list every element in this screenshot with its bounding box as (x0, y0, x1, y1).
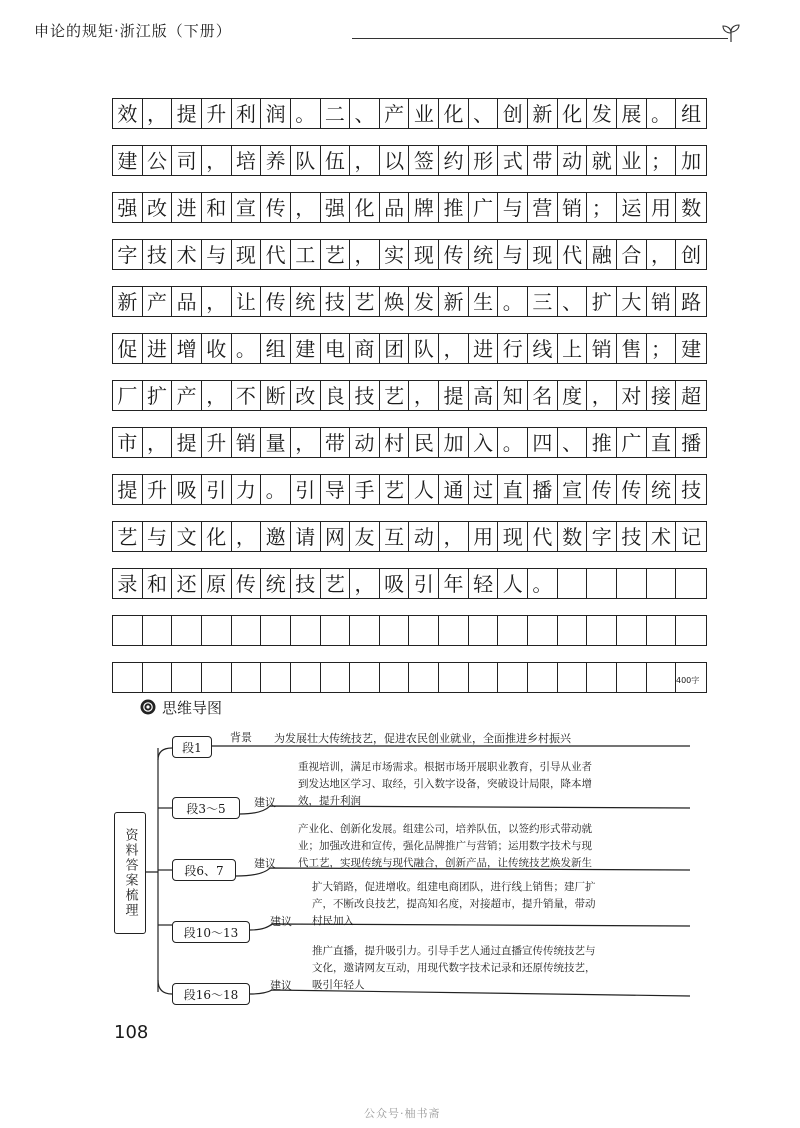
grid-cell: 吸 (380, 569, 410, 598)
grid-cell: 传 (232, 569, 262, 598)
grid-cell: 现 (498, 522, 528, 551)
grid-cell: 良 (321, 381, 351, 410)
grid-cell: 售 (617, 334, 647, 363)
grid-cell: 人 (498, 569, 528, 598)
grid-cell: ， (409, 381, 439, 410)
grid-cell: 大 (617, 287, 647, 316)
grid-cell: 动 (558, 146, 588, 175)
grid-cell: 统 (291, 287, 321, 316)
grid-cell: 润 (261, 99, 291, 128)
grid-cell: 公 (143, 146, 173, 175)
grid-cell: 电 (321, 334, 351, 363)
grid-cell: 记 (681, 524, 702, 549)
grid-cell: 。 (291, 99, 321, 128)
grid-cell: 接 (647, 381, 677, 410)
branch-text-4: 扩大销路，促进增收。组建电商团队，进行线上销售；建厂扩 产，不断改良技艺，提高知名度，对接超市，提升销量，带动 村民加入 (312, 881, 596, 927)
grid-cell: ； (647, 334, 677, 363)
grid-cell: 约 (439, 146, 469, 175)
grid-cell: 民 (409, 428, 439, 457)
grid-cell: 效 (113, 99, 143, 128)
grid-cell: 不 (232, 381, 262, 410)
grid-cell: 工 (291, 240, 321, 269)
grid-cell: 加 (681, 148, 702, 173)
grid-cell: 行 (498, 334, 528, 363)
grid-cell: 三 (528, 287, 558, 316)
mind-map-title: 思维导图 (162, 699, 223, 717)
grid-cell: 促 (113, 334, 143, 363)
grid-cell: 互 (380, 522, 410, 551)
grid-cell: 销 (587, 334, 617, 363)
grid-cell: 代 (558, 240, 588, 269)
grid-cell: 村 (380, 428, 410, 457)
grid-cell: 实 (380, 240, 410, 269)
grid-cell: 度 (558, 381, 588, 410)
grid-cell: 加 (439, 428, 469, 457)
grid-cell: ， (202, 381, 232, 410)
grid-cell: ， (439, 522, 469, 551)
grid-cell: 名 (528, 381, 558, 410)
grid-cell: 。 (528, 569, 558, 598)
grid-cell: 提 (172, 99, 202, 128)
grid-cell: 传 (261, 287, 291, 316)
grid-cell: 带 (528, 146, 558, 175)
grid-cell: 直 (647, 428, 677, 457)
grid-cell: 带 (321, 428, 351, 457)
grid-cell: 传 (587, 475, 617, 504)
grid-cell: 播 (681, 430, 702, 455)
grid-cell: 引 (291, 475, 321, 504)
grid-cell: 对 (617, 381, 647, 410)
word-count: 400字 (676, 676, 700, 685)
grid-cell: 现 (409, 240, 439, 269)
grid-cell: 市 (113, 428, 143, 457)
grid-cell: 术 (647, 522, 677, 551)
grid-cell: 新 (113, 287, 143, 316)
grid-cell: 化 (202, 522, 232, 551)
branch-text-5: 推广直播，提升吸引力。引导手艺人通过直播宣传传统技艺与 文化，邀请网友互动，用现代数字技术记录和还原传统技艺， 吸引年轻人 (312, 945, 596, 991)
grid-cell: 增 (172, 334, 202, 363)
grid-cell: 统 (647, 475, 677, 504)
grid-cell: 数 (681, 195, 702, 220)
grid-cell: 。 (261, 475, 291, 504)
grid-cell: ； (587, 193, 617, 222)
grid-cell: ， (291, 193, 321, 222)
grid-cell: 超 (681, 383, 702, 408)
grid-cell: 技 (350, 381, 380, 410)
grid-cell: 高 (469, 381, 499, 410)
grid-cell: 引 (202, 475, 232, 504)
branch-line (158, 980, 172, 994)
grid-cell: 知 (498, 381, 528, 410)
grid-cell: 进 (172, 193, 202, 222)
mind-map-root (114, 812, 146, 934)
grid-cell: 扩 (143, 381, 173, 410)
grid-cell: 改 (143, 193, 173, 222)
grid-cell: ， (202, 146, 232, 175)
grid-cell: 人 (409, 475, 439, 504)
grid-cell: 过 (469, 475, 499, 504)
grid-cell: 签 (409, 146, 439, 175)
grid-cell: 技 (291, 569, 321, 598)
grid-cell: ， (232, 522, 262, 551)
grid-cell: 通 (439, 475, 469, 504)
branch-text-2: 重视培训，满足市场需求。根据市场开展职业教育，引导从业者 到发达地区学习、取经，引入数字设备，突破设计局限，降本增 效，提升利润 (298, 761, 592, 807)
grid-cell: ， (350, 146, 380, 175)
grid-cell: 文 (172, 522, 202, 551)
branch-tag-2: 建议 (254, 796, 276, 809)
grid-cell: 还 (172, 569, 202, 598)
root-label: 资料答案梳理 (122, 828, 138, 918)
grid-cell: 艺 (380, 475, 410, 504)
grid-cell: ， (439, 334, 469, 363)
grid-cell: 营 (528, 193, 558, 222)
grid-cell: 业 (409, 99, 439, 128)
grid-cell: 数 (558, 522, 588, 551)
grid-cell: 、 (558, 428, 588, 457)
grid-cell: 与 (202, 240, 232, 269)
grid-cell: 化 (558, 99, 588, 128)
grid-cell: 动 (350, 428, 380, 457)
grid-cell: 提 (113, 475, 143, 504)
grid-cell: 新 (439, 287, 469, 316)
grid-cell: 提 (439, 381, 469, 410)
grid-cell: 字 (587, 522, 617, 551)
grid-cell: 销 (232, 428, 262, 457)
grid-cell: 合 (617, 240, 647, 269)
grid-cell: 厂 (113, 381, 143, 410)
segment-label-4: 段10～13 (172, 921, 250, 943)
grid-cell: 原 (202, 569, 232, 598)
segment-label-5: 段16～18 (172, 983, 250, 1005)
grid-cell: 艺 (113, 522, 143, 551)
grid-cell: 。 (498, 287, 528, 316)
grid-cell: ， (587, 381, 617, 410)
grid-cell: 改 (291, 381, 321, 410)
grid-cell: 升 (143, 475, 173, 504)
grid-cell: 品 (380, 193, 410, 222)
grid-cell: 宣 (232, 193, 262, 222)
grid-cell: 利 (232, 99, 262, 128)
grid-cell: ， (350, 569, 380, 598)
grid-cell: 提 (172, 428, 202, 457)
grid-cell: 艺 (321, 569, 351, 598)
grid-cell: 销 (647, 287, 677, 316)
grid-cell: 请 (291, 522, 321, 551)
grid-cell: 形 (469, 146, 499, 175)
grid-cell: 断 (261, 381, 291, 410)
grid-cell: 业 (617, 146, 647, 175)
grid-cell: 展 (617, 99, 647, 128)
branch-text-3: 产业化、创新化发展。组建公司，培养队伍，以签约形式带动就 业；加强改进和宣传，强化品牌推广与营销；运用数字技术与现 代工艺，实现传统与现代融合，创新产品，让传统技艺焕发新生 (298, 823, 592, 869)
grid-cell: ， (291, 428, 321, 457)
grid-cell: 销 (558, 193, 588, 222)
grid-cell: 升 (202, 99, 232, 128)
grid-cell: 培 (232, 146, 262, 175)
grid-cell: ， (350, 240, 380, 269)
grid-cell: 用 (469, 522, 499, 551)
grid-cell: 推 (587, 428, 617, 457)
grid-cell: 直 (498, 475, 528, 504)
grid-cell: 升 (202, 428, 232, 457)
grid-cell: 。 (647, 99, 677, 128)
branch-tag-4: 建议 (270, 915, 292, 928)
grid-cell: 产 (143, 287, 173, 316)
page-number: 108 (114, 1022, 149, 1043)
grid-cell: 。 (498, 428, 528, 457)
grid-cell: ， (143, 99, 173, 128)
grid-cell: 融 (587, 240, 617, 269)
grid-cell: 代 (528, 522, 558, 551)
grid-cell: 技 (617, 522, 647, 551)
grid-cell: 与 (498, 240, 528, 269)
grid-cell: 组 (261, 334, 291, 363)
grid-cell: 传 (617, 475, 647, 504)
branch-line (158, 748, 172, 760)
grid-cell: 轻 (469, 569, 499, 598)
grid-cell: 友 (350, 522, 380, 551)
grid-cell: 邀 (261, 522, 291, 551)
grid-cell: 推 (439, 193, 469, 222)
book-title: 申论的规矩·浙江版（下册） (34, 22, 232, 40)
grid-cell: 统 (469, 240, 499, 269)
grid-cell: 队 (291, 146, 321, 175)
grid-cell: 播 (528, 475, 558, 504)
grid-cell: 传 (261, 193, 291, 222)
grid-cell: 、 (558, 287, 588, 316)
grid-cell: 上 (558, 334, 588, 363)
grid-cell: 传 (439, 240, 469, 269)
grid-cell: 创 (681, 242, 702, 267)
grid-cell: 组 (681, 101, 702, 126)
footer-watermark: 公众号·柚书斋 (364, 1107, 441, 1120)
grid-cell: 化 (439, 99, 469, 128)
grid-cell: 和 (143, 569, 173, 598)
grid-cell: 广 (469, 193, 499, 222)
branch-tag-5: 建议 (270, 979, 292, 992)
grid-cell: 进 (143, 334, 173, 363)
branch-tag-3: 建议 (254, 857, 276, 870)
grid-cell: ； (647, 146, 677, 175)
branch-tag-1: 背景 (230, 731, 252, 744)
grid-cell: 伍 (321, 146, 351, 175)
grid-cell: 二 (321, 99, 351, 128)
grid-cell: 司 (172, 146, 202, 175)
grid-cell: 字 (113, 240, 143, 269)
grid-cell: 技 (681, 477, 702, 502)
grid-cell: 建 (291, 334, 321, 363)
grid-cell: 四 (528, 428, 558, 457)
grid-cell: 、 (469, 99, 499, 128)
grid-cell: 发 (409, 287, 439, 316)
grid-cell: 动 (409, 522, 439, 551)
grid-cell: 让 (232, 287, 262, 316)
grid-cell: 产 (172, 381, 202, 410)
grid-cell: 式 (498, 146, 528, 175)
grid-cell: 队 (409, 334, 439, 363)
grid-cell: 用 (647, 193, 677, 222)
grid-cell: 网 (321, 522, 351, 551)
grid-cell: 生 (469, 287, 499, 316)
grid-cell: 线 (528, 334, 558, 363)
grid-cell: 术 (172, 240, 202, 269)
grid-cell: 技 (321, 287, 351, 316)
grid-cell: 与 (498, 193, 528, 222)
grid-cell: 艺 (350, 287, 380, 316)
segment-label-2: 段3～5 (172, 797, 240, 819)
grid-cell: 扩 (587, 287, 617, 316)
grid-cell: 建 (113, 146, 143, 175)
grid-cell: 力 (232, 475, 262, 504)
grid-cell: 。 (232, 334, 262, 363)
grid-cell: 新 (528, 99, 558, 128)
grid-cell: 现 (232, 240, 262, 269)
grid-cell: 牌 (409, 193, 439, 222)
grid-cell: 引 (409, 569, 439, 598)
grid-cell: 养 (261, 146, 291, 175)
grid-cell: 收 (202, 334, 232, 363)
branch-text-1: 为发展壮大传统技艺，促进农民创业就业，全面推进乡村振兴 (274, 732, 571, 745)
grid-cell: 强 (113, 193, 143, 222)
grid-cell: 以 (380, 146, 410, 175)
grid-cell: 团 (380, 334, 410, 363)
trunk-line (146, 748, 158, 992)
grid-cell: 统 (261, 569, 291, 598)
grid-cell: 入 (469, 428, 499, 457)
grid-cell: 品 (172, 287, 202, 316)
grid-cell: 焕 (380, 287, 410, 316)
grid-cell: 吸 (172, 475, 202, 504)
grid-cell: 路 (681, 289, 702, 314)
grid-cell: 进 (469, 334, 499, 363)
grid-cell: 手 (350, 475, 380, 504)
grid-cell: 艺 (321, 240, 351, 269)
grid-cell: ， (143, 428, 173, 457)
grid-cell: 化 (350, 193, 380, 222)
grid-cell: 现 (528, 240, 558, 269)
grid-cell: 技 (143, 240, 173, 269)
grid-cell: 、 (350, 99, 380, 128)
grid-cell: 发 (587, 99, 617, 128)
grid-cell: 艺 (380, 381, 410, 410)
grid-cell: 和 (202, 193, 232, 222)
grid-cell: 就 (587, 146, 617, 175)
grid-cell: 导 (321, 475, 351, 504)
grid-cell: ， (647, 240, 677, 269)
grid-cell: 宣 (558, 475, 588, 504)
grid-cell: 强 (321, 193, 351, 222)
grid-cell: 年 (439, 569, 469, 598)
grid-cell: 运 (617, 193, 647, 222)
grid-cell: 广 (617, 428, 647, 457)
grid-cell: 创 (498, 99, 528, 128)
grid-cell: 产 (380, 99, 410, 128)
grid-cell: 与 (143, 522, 173, 551)
grid-cell: ， (202, 287, 232, 316)
segment-label-1: 段1 (172, 736, 212, 758)
grid-cell: 量 (261, 428, 291, 457)
grid-cell: 建 (681, 336, 702, 361)
grid-cell: 代 (261, 240, 291, 269)
segment-label-3: 段6、7 (172, 859, 236, 881)
grid-cell: 商 (350, 334, 380, 363)
grid-cell: 录 (113, 569, 143, 598)
